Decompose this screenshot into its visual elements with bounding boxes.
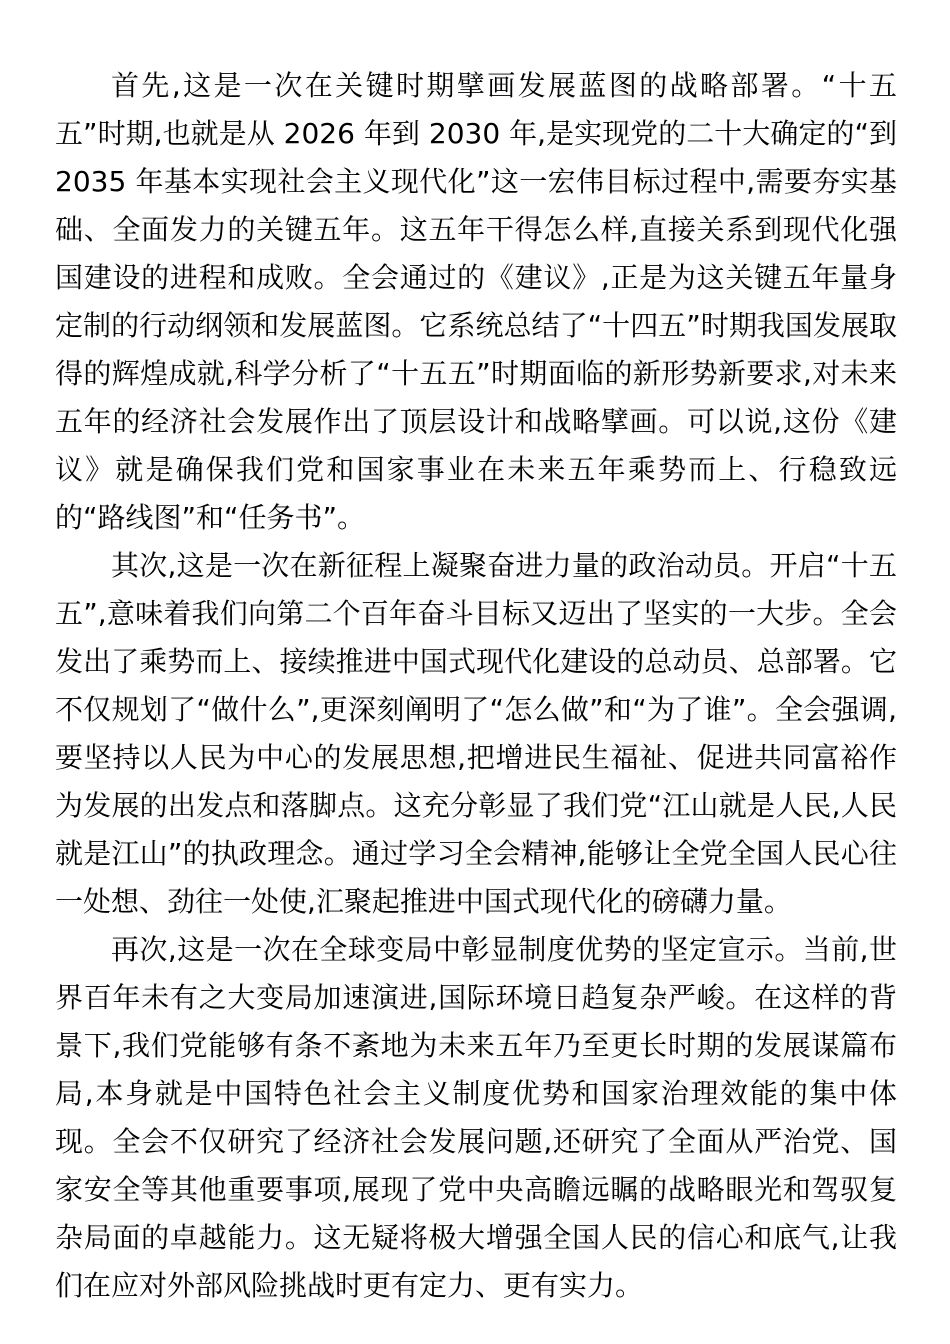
paragraph-1: 首先,这是一次在关键时期擘画发展蓝图的战略部署。“十五五”时期,也就是从 2026 年到 2030 年,是实现党的二十大确定的“到 2035 年基本实现社会主义现代化”这一宏伟目标过程中,需要夯实基础、全面发力的关键五年。这五年干得怎么样,直接关系到现代化强国建设的进程和成败。全会通过的《建议》,正是为这关键五年量身定制的行动纲领和发展蓝图。它系统总结了“十四五”时期我国发展取得的辉煌成就,科学分析了“十五五”时期面临的新形势新要求,对未来五年的经济社会发展作出了顶层设计和战略擘画。可以说,这份《建议》就是确保我们党和国家事业在未来五年乘势而上、行稳致远的“路线图”和“任务书”。 [55, 69, 897, 534]
paragraph-2: 其次,这是一次在新征程上凝聚奋进力量的政治动员。开启“十五五”,意味着我们向第二个百年奋斗目标又迈出了坚实的一大步。全会发出了乘势而上、接续推进中国式现代化建设的总动员、总部署。它不仅规划了“做什么”,更深刻阐明了“怎么做”和“为了谁”。全会强调,要坚持以人民为中心的发展思想,把增进民生福祉、促进共同富裕作为发展的出发点和落脚点。这充分彰显了我们党“江山就是人民,人民就是江山”的执政理念。通过学习全会精神,能够让全党全国人民心往一处想、劲往一处使,汇聚起推进中国式现代化的磅礴力量。 [55, 549, 897, 918]
document-text-body [55, 62, 897, 1310]
paragraph-3: 再次,这是一次在全球变局中彰显制度优势的坚定宣示。当前,世界百年未有之大变局加速演进,国际环境日趋复杂严峻。在这样的背景下,我们党能够有条不紊地为未来五年乃至更长时期的发展谋篇布局,本身就是中国特色社会主义制度优势和国家治理效能的集中体现。全会不仅研究了经济社会发展问题,还研究了全面从严治党、国家安全等其他重要事项,展现了党中央高瞻远瞩的战略眼光和驾驭复杂局面的卓越能力。这无疑将极大增强全国人民的信心和底气,让我们在应对外部风险挑战时更有定力、更有实力。 [55, 933, 897, 1302]
